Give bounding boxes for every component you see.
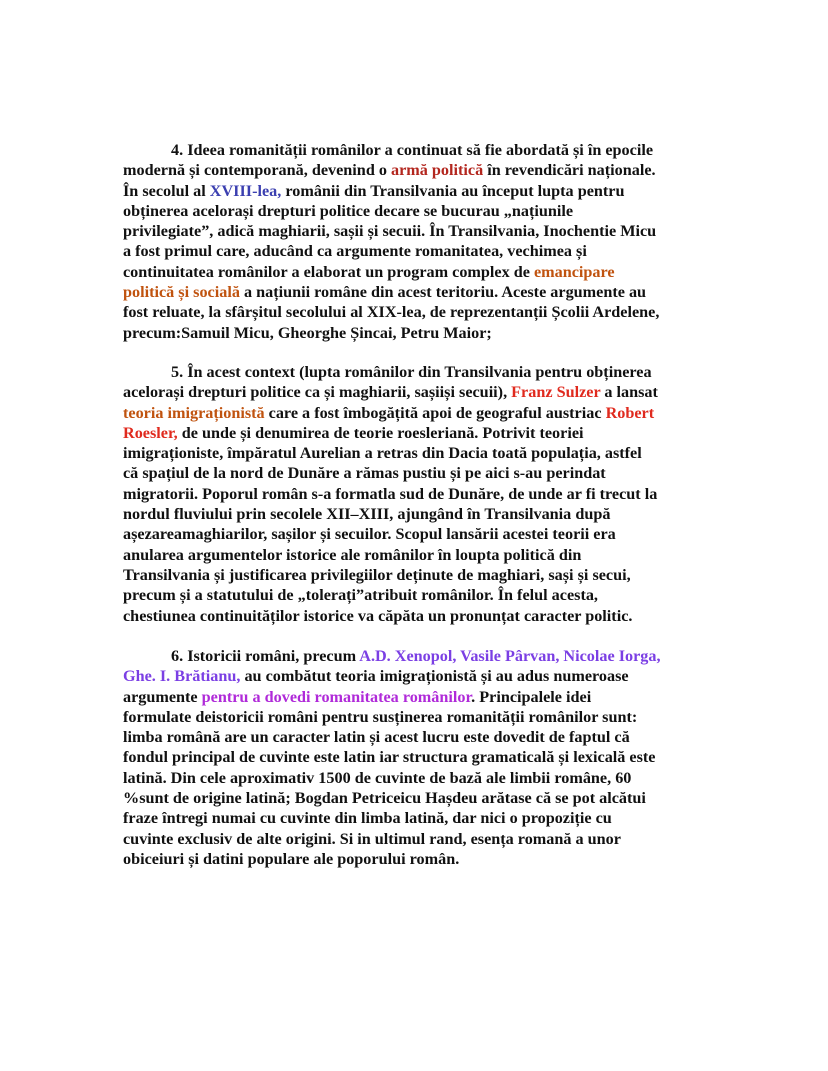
highlighted-text: teoria imigraționistă <box>123 403 265 422</box>
highlighted-text: armă politică <box>391 161 484 180</box>
text-line <box>123 382 713 402</box>
text-line <box>123 585 713 605</box>
text-segment: modernă și contemporană, devenind o <box>123 161 392 180</box>
text-segment: formulate deistoricii români pentru susținerea romanității românilor sunt: <box>123 707 638 726</box>
text-line <box>123 160 713 180</box>
text-line <box>123 423 713 443</box>
text-segment: anularea argumentelor istorice ale românilor în loupta politică din <box>123 545 582 564</box>
text-line <box>123 788 713 808</box>
text-line <box>123 808 713 828</box>
text-segment: precum și a statutului de „tolerați”atribuit românilor. În felul acesta, <box>123 586 598 605</box>
highlighted-text: emancipare <box>533 262 615 281</box>
text-segment: precum:Samuil Micu, Gheorghe Șincai, Petru Maior; <box>123 323 492 342</box>
text-line <box>123 707 713 727</box>
text-segment: latină. Din cele aproximativ 1500 de cuvinte de bază ale limbii române, 60 <box>123 768 632 787</box>
text-line <box>123 362 713 382</box>
text-segment: obiceiuri și datini populare ale poporului român. <box>123 849 460 868</box>
text-segment: limba română are un caracter latin și acest lucru este dovedit de faptul că <box>123 728 630 747</box>
text-segment: acelorași drepturi politice ca și maghiarii, sașiiși secuii), <box>123 383 512 402</box>
text-segment: argumente <box>123 687 202 706</box>
text-segment: 4. Ideea romanității românilor a continuat să fie abordată și în epocile <box>171 141 654 159</box>
text-line <box>123 140 713 160</box>
text-line <box>123 849 713 869</box>
text-line <box>123 606 713 626</box>
text-segment: fost reluate, la sfârșitul secolului al XIX-lea, de reprezentanții Școlii Ardelene, <box>123 303 660 322</box>
text-segment: În secolul al <box>123 181 210 200</box>
text-segment: în revendicări naționale. <box>483 161 656 180</box>
text-segment: migratorii. Poporul român s-a formatla sud de Dunăre, de unde ar fi trecut la <box>123 484 658 503</box>
text-segment: chestiunea continuităților istorice va căpăta un pronunțat caracter politic. <box>123 606 633 625</box>
text-segment: %sunt de origine latină; Bogdan Petriceicu Hașdeu arătase că se pot alcătui <box>123 789 646 808</box>
text-line <box>123 646 713 666</box>
text-segment: românii din Transilvania au început lupta pentru <box>281 181 625 200</box>
text-segment: . Principalele idei <box>471 687 592 706</box>
highlighted-text: XVIII-lea, <box>209 181 282 200</box>
text-line <box>123 221 713 241</box>
text-segment: fraze întregi numai cu cuvinte din limba latină, dar nici o propoziție cu <box>123 809 612 828</box>
paragraph-6 <box>123 646 713 869</box>
highlighted-text: Franz Sulzer <box>511 383 601 402</box>
text-segment: 5. În acest context (lupta românilor din Transilvania pentru obținerea <box>171 363 652 381</box>
text-line <box>123 323 713 343</box>
text-line <box>123 241 713 261</box>
text-line <box>123 565 713 585</box>
text-segment: care a fost îmbogățită apoi de geograful austriac <box>264 403 606 422</box>
text-segment: a lansat <box>600 383 658 402</box>
text-segment: 6. Istoricii români, precum <box>171 647 360 665</box>
text-segment: cuvinte exclusiv de alte origini. Si in ultimul rand, esența romană a unor <box>123 829 621 848</box>
text-line <box>123 403 713 423</box>
text-segment: așezareamaghiarilor, sașilor și secuilor. Scopul lansării acestei teorii era <box>123 525 616 544</box>
text-line <box>123 666 713 686</box>
text-segment: au combătut teoria imigraționistă și au adus numeroase <box>240 667 629 686</box>
highlighted-text: pentru a dovedi romanitatea românilor <box>201 687 472 706</box>
text-line <box>123 727 713 747</box>
text-segment: a națiunii române din acest teritoriu. Aceste argumente au <box>239 283 647 302</box>
text-segment: a fost primul care, aducând ca argumente romanitatea, vechimea și <box>123 242 587 261</box>
paragraph-4 <box>123 140 713 343</box>
highlighted-text: Ghe. I. Brătianu, <box>123 667 241 686</box>
text-line <box>123 282 713 302</box>
text-segment: obținerea acelorași drepturi politice decare se bucurau „națiunile <box>123 201 574 220</box>
text-segment: de unde și denumirea de teorie roesleriană. Potrivit teoriei <box>177 423 584 442</box>
text-line <box>123 262 713 282</box>
text-line <box>123 201 713 221</box>
text-segment: privilegiate”, adică maghiarii, sașii și secuii. În Transilvania, Inochentie Micu <box>123 222 657 241</box>
text-segment: nordul fluviului prin secolele XII–XIII, ajungând în Transilvania după <box>123 505 611 524</box>
text-segment: continuitatea românilor a elaborat un program complex de <box>123 262 534 281</box>
text-segment: imigraționiste, împăratul Aurelian a retras din Dacia toată populația, astfel <box>123 444 642 463</box>
highlighted-text: A.D. Xenopol, Vasile Pârvan, Nicolae Iorga, <box>359 647 661 665</box>
text-segment: Transilvania și justificarea privilegiilor deținute de maghiari, sași și secui, <box>123 565 631 584</box>
text-line <box>123 463 713 483</box>
text-line <box>123 829 713 849</box>
text-segment: că spațiul de la nord de Dunăre a rămas pustiu și pe aici s-au perindat <box>123 464 606 483</box>
text-line <box>123 181 713 201</box>
text-line <box>123 747 713 767</box>
text-segment: fondul principal de cuvinte este latin iar structura gramaticală și lexicală este <box>123 748 656 767</box>
text-line <box>123 504 713 524</box>
text-line <box>123 443 713 463</box>
text-line <box>123 768 713 788</box>
highlighted-text: Robert <box>605 403 655 422</box>
text-line <box>123 524 713 544</box>
text-line <box>123 484 713 504</box>
text-line <box>123 687 713 707</box>
text-line <box>123 545 713 565</box>
highlighted-text: Roesler, <box>123 423 178 442</box>
highlighted-text: politică și socială <box>123 283 240 302</box>
paragraph-5 <box>123 362 713 626</box>
text-line <box>123 302 713 322</box>
